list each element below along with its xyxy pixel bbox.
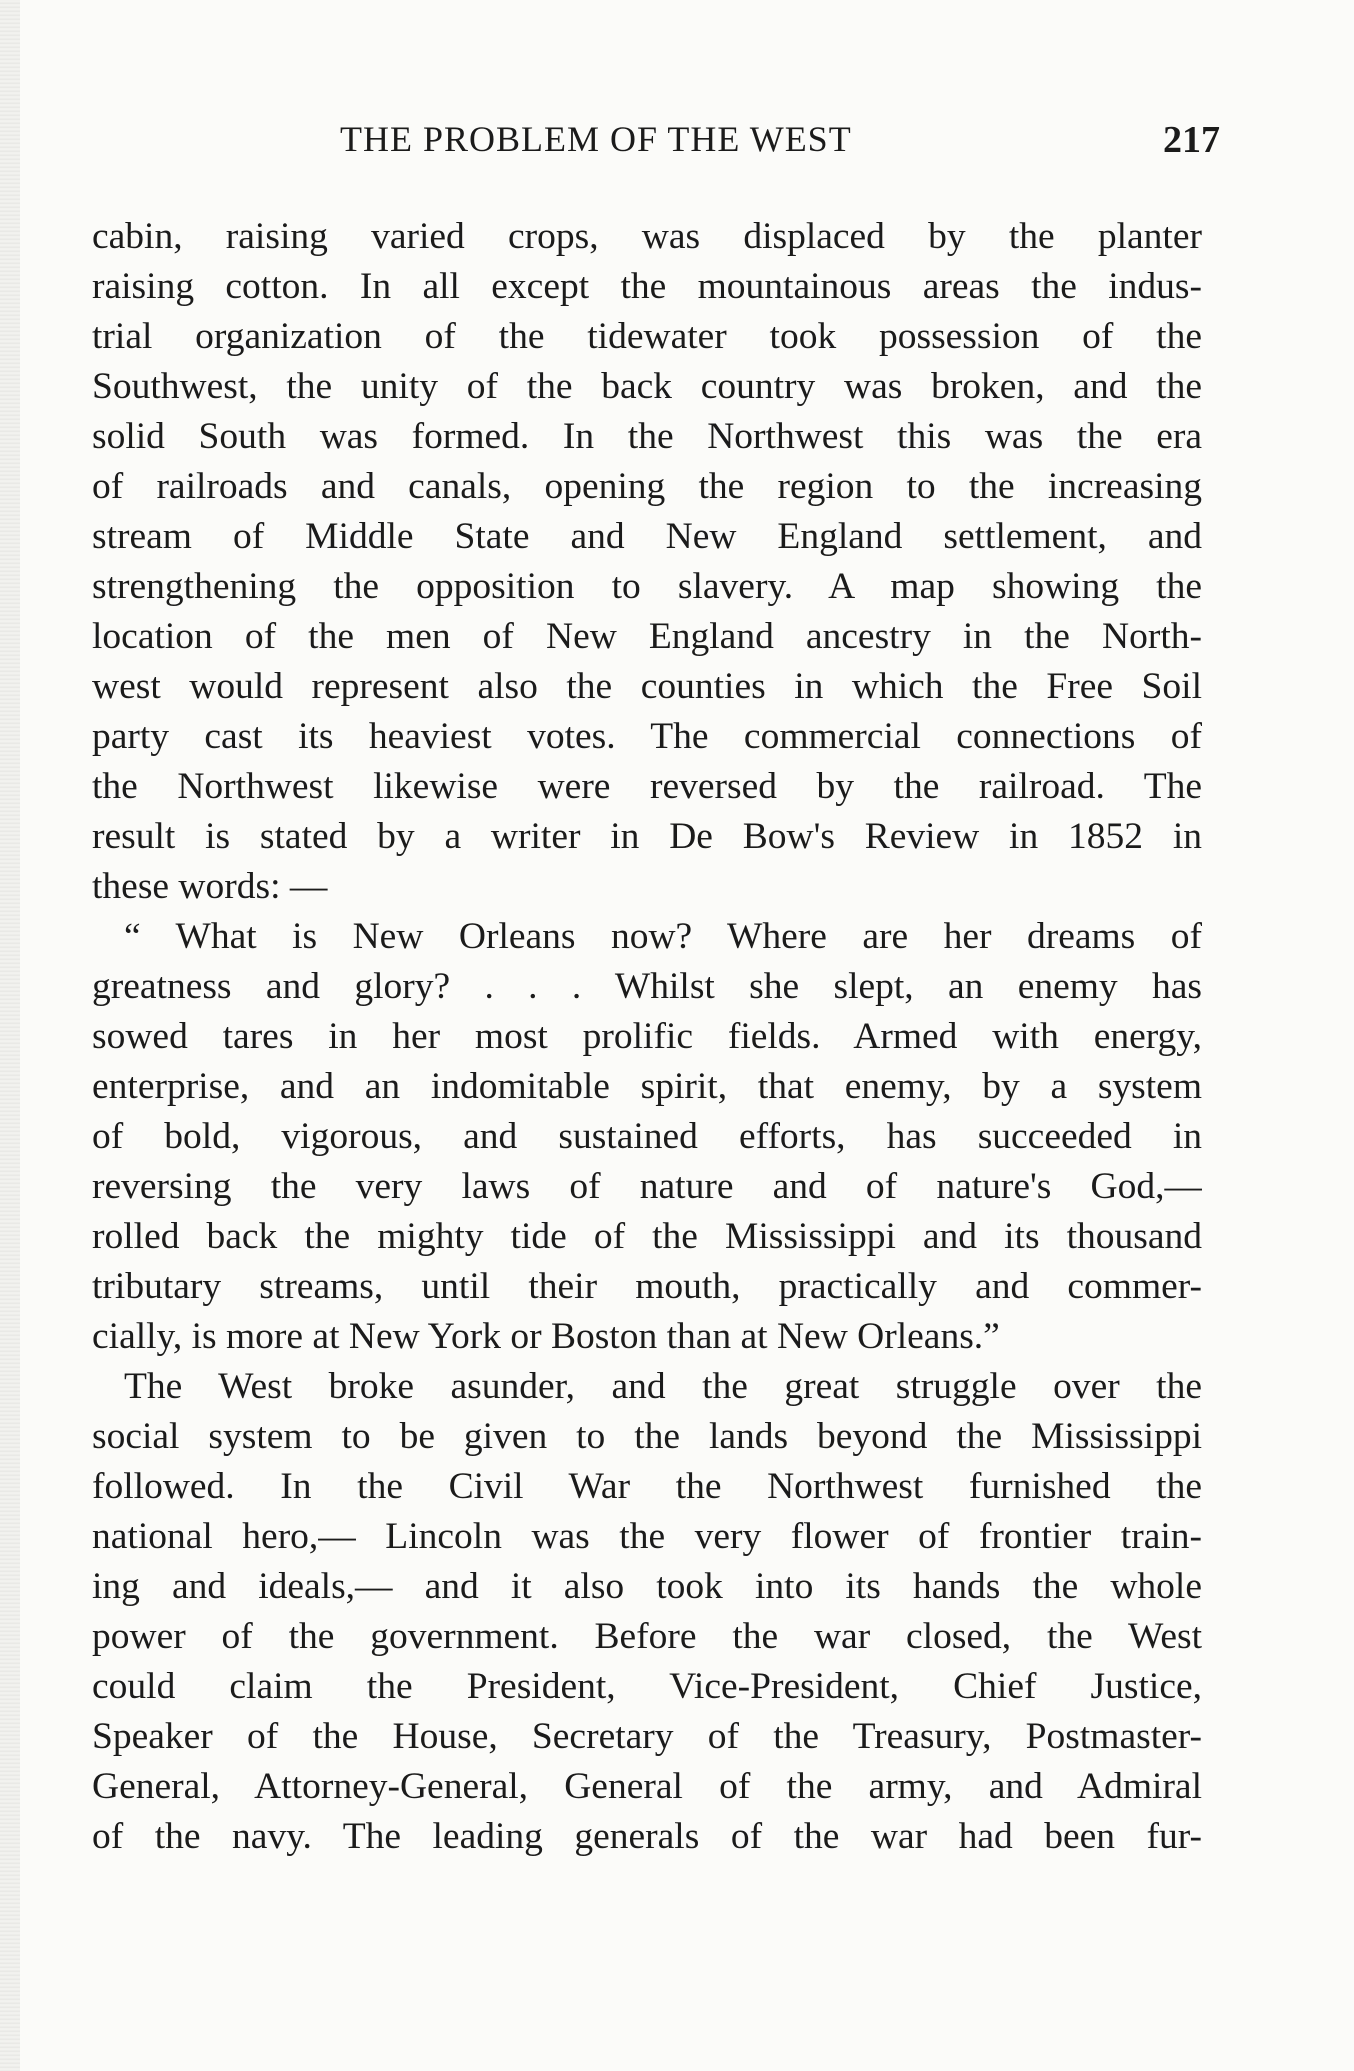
- text-line: could claim the President, Vice-President, Chief Justice,: [92, 1666, 1202, 1707]
- text-line: Southwest, the unity of the back country was broken, and the: [92, 366, 1202, 407]
- text-line: rolled back the mighty tide of the Mississippi and its thousand: [92, 1216, 1202, 1257]
- text-line: national hero,— Lincoln was the very flower of frontier train-: [92, 1516, 1202, 1557]
- text-line: location of the men of New England ancestry in the North-: [92, 616, 1202, 657]
- text-line: reversing the very laws of nature and of nature's God,—: [92, 1166, 1202, 1207]
- text-line: followed. In the Civil War the Northwest furnished the: [92, 1466, 1202, 1507]
- text-line: stream of Middle State and New England settlement, and: [92, 516, 1202, 557]
- text-line: greatness and glory? . . . Whilst she slept, an enemy has: [92, 966, 1202, 1007]
- text-line: these words: —: [92, 866, 328, 907]
- text-line: trial organization of the tidewater took possession of the: [92, 316, 1202, 357]
- text-line: The West broke asunder, and the great struggle over the: [124, 1366, 1202, 1407]
- page-gutter-scan-edge: [0, 0, 20, 2071]
- text-line: tributary streams, until their mouth, practically and commer-: [92, 1266, 1202, 1307]
- text-line: social system to be given to the lands beyond the Mississippi: [92, 1416, 1202, 1457]
- text-line: strengthening the opposition to slavery. A map showing the: [92, 566, 1202, 607]
- page-header: [340, 118, 1220, 174]
- text-line: solid South was formed. In the Northwest this was the era: [92, 416, 1202, 457]
- text-body: [92, 212, 1202, 1862]
- running-head: THE PROBLEM OF THE WEST: [340, 119, 852, 159]
- paragraph-3: [92, 1362, 1202, 1862]
- paragraph-2-quotation: [92, 912, 1202, 1362]
- text-line: result is stated by a writer in De Bow's Review in 1852 in: [92, 816, 1202, 857]
- text-line: Speaker of the House, Secretary of the Treasury, Postmaster-: [92, 1716, 1202, 1757]
- text-line: cabin, raising varied crops, was displaced by the planter: [92, 216, 1202, 257]
- paragraph-1: [92, 212, 1202, 912]
- text-line: ing and ideals,— and it also took into its hands the whole: [92, 1566, 1202, 1607]
- text-line: General, Attorney-General, General of the army, and Admiral: [92, 1766, 1202, 1807]
- text-line: party cast its heaviest votes. The commercial connections of: [92, 716, 1202, 757]
- text-line: of railroads and canals, opening the region to the increasing: [92, 466, 1202, 507]
- text-line: the Northwest likewise were reversed by the railroad. The: [92, 766, 1202, 807]
- text-line: of the navy. The leading generals of the war had been fur-: [92, 1816, 1202, 1857]
- text-line: “ What is New Orleans now? Where are her dreams of: [124, 916, 1202, 957]
- page-number: 217: [1163, 119, 1220, 161]
- text-line: enterprise, and an indomitable spirit, that enemy, by a system: [92, 1066, 1202, 1107]
- text-line: power of the government. Before the war closed, the West: [92, 1616, 1202, 1657]
- text-line: raising cotton. In all except the mountainous areas the indus-: [92, 266, 1202, 307]
- text-line: of bold, vigorous, and sustained efforts, has succeeded in: [92, 1116, 1202, 1157]
- text-line: cially, is more at New York or Boston than at New Orleans.”: [92, 1316, 1000, 1357]
- text-line: sowed tares in her most prolific fields. Armed with energy,: [92, 1016, 1202, 1057]
- text-line: west would represent also the counties in which the Free Soil: [92, 666, 1202, 707]
